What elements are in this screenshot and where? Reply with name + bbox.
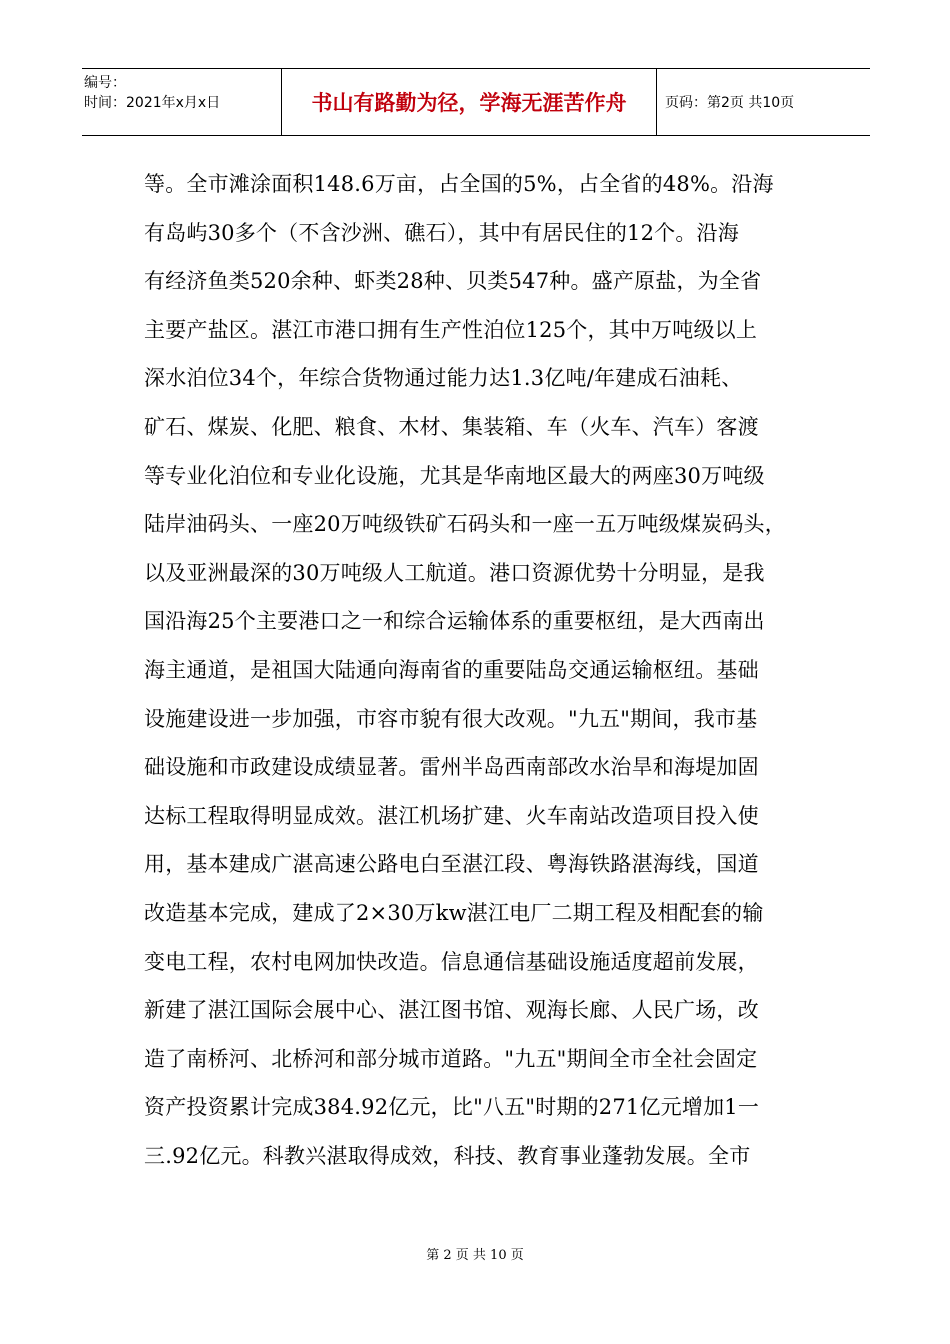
body-text-line: 有经济鱼类520余种、虾类28种、贝类547种。盛产原盐，为全省 bbox=[144, 269, 762, 294]
page-header bbox=[82, 68, 870, 136]
body-text-line: 用，基本建成广湛高速公路电白至湛江段、粤海铁路湛海线，国道 bbox=[144, 852, 759, 877]
body-text-line: 础设施和市政建设成绩显著。雷州半岛西南部改水治旱和海堤加固 bbox=[144, 755, 759, 780]
body-text-line: 陆岸油码头、一座20万吨级铁矿石码头和一座一五万吨级煤炭码头， bbox=[144, 512, 786, 537]
body-text-line: 国沿海25个主要港口之一和综合运输体系的重要枢纽，是大西南出 bbox=[144, 609, 765, 634]
header-page-info: 页码：第2页 共10页 bbox=[665, 95, 795, 111]
body-text-line: 等。全市滩涂面积148.6万亩，占全国的5%，占全省的48%。沿海 bbox=[144, 172, 774, 196]
body-text-line: 设施建设进一步加强，市容市貌有很大改观。"九五"期间，我市基 bbox=[144, 706, 758, 731]
body-text-line: 等专业化泊位和专业化设施，尤其是华南地区最大的两座30万吨级 bbox=[144, 463, 765, 488]
body-text-line: 造了南桥河、北桥河和部分城市道路。"九五"期间全市全社会固定 bbox=[144, 1046, 758, 1071]
header-motto: 书山有路勤为径，学海无涯苦作舟 bbox=[282, 69, 657, 135]
body-text-line: 资产投资累计完成384.92亿元，比"八五"时期的271亿元增加1一 bbox=[144, 1095, 760, 1120]
body-text-line: 深水泊位34个，年综合货物通过能力达1.3亿吨/年建成石油耗、 bbox=[144, 366, 743, 391]
page-footer: 第 2 页 共 10 页 bbox=[426, 1248, 524, 1263]
document-body bbox=[144, 160, 814, 1180]
body-text-line: 三.92亿元。科教兴湛取得成效，科技、教育事业蓬勃发展。全市 bbox=[144, 1143, 751, 1168]
body-text-line: 改造基本完成，建成了2×30万kw湛江电厂二期工程及相配套的输 bbox=[144, 900, 764, 925]
body-text-line: 海主通道，是祖国大陆通向海南省的重要陆岛交通运输枢纽。基础 bbox=[144, 657, 759, 682]
body-text-line: 主要产盐区。湛江市港口拥有生产性泊位125个，其中万吨级以上 bbox=[144, 317, 758, 342]
header-meta-cell bbox=[82, 69, 282, 135]
body-text-line: 变电工程，农村电网加快改造。信息通信基础设施适度超前发展， bbox=[144, 949, 759, 974]
body-text-line: 新建了湛江国际会展中心、湛江图书馆、观海长廊、人民广场，改 bbox=[144, 998, 759, 1023]
body-text-line: 有岛屿30多个（不含沙洲、礁石），其中有居民住的12个。沿海 bbox=[144, 220, 739, 245]
body-text-line: 以及亚洲最深的30万吨级人工航道。港口资源优势十分明显，是我 bbox=[144, 560, 765, 585]
body-text-line: 达标工程取得明显成效。湛江机场扩建、火车南站改造项目投入使 bbox=[144, 803, 759, 828]
body-text-line: 矿石、煤炭、化肥、粮食、木材、集装箱、车（火车、汽车）客渡 bbox=[144, 414, 759, 439]
document-date-label: 时间：2021年x月x日 bbox=[84, 95, 221, 111]
document-number-label: 编号： bbox=[84, 75, 126, 91]
